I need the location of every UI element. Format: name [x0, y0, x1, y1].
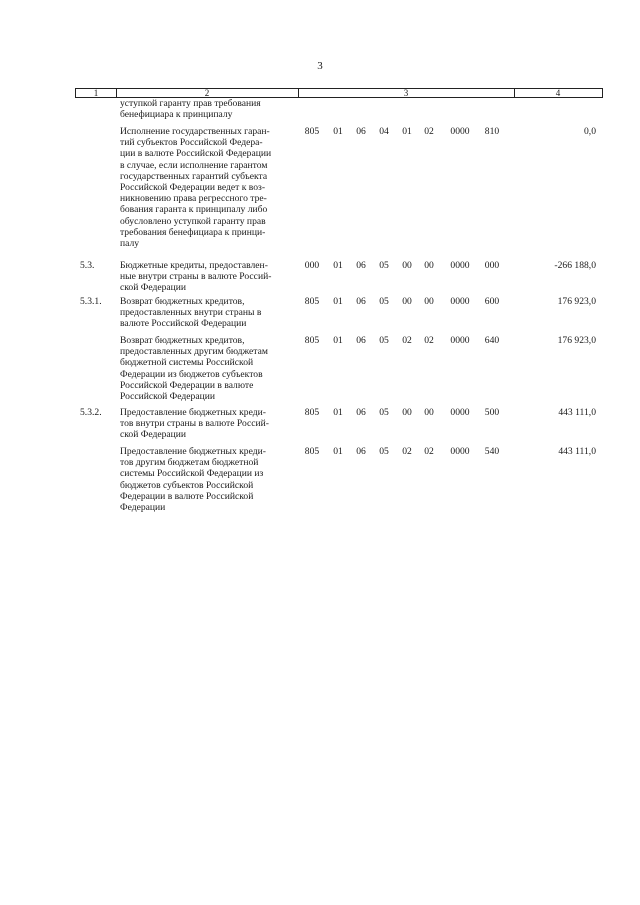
classification-code: 000 [484, 260, 500, 271]
description-line: требования бенефициара к принци- [120, 226, 266, 238]
description-line: валюте Российской Федерации [120, 318, 247, 330]
classification-code: 02 [402, 335, 412, 346]
classification-code: 06 [356, 260, 366, 271]
classification-code: 01 [333, 335, 343, 346]
description-line: ции в валюте Российской Федерации [120, 148, 272, 160]
classification-code: 06 [356, 296, 366, 307]
classification-code: 00 [424, 296, 434, 307]
classification-code: 640 [484, 335, 500, 346]
classification-code: 01 [333, 260, 343, 271]
description-line: Российской Федерации в валюте [120, 379, 254, 391]
classification-code: 01 [333, 446, 343, 457]
classification-code: 00 [424, 260, 434, 271]
classification-code: 00 [424, 407, 434, 418]
description-line: бюджетов субъектов Российской [120, 479, 254, 491]
classification-code: 0000 [450, 126, 470, 137]
row-amount: 443 111,0 [558, 446, 596, 457]
row-number: 5.3.2. [80, 407, 102, 418]
row-amount: 0,0 [584, 126, 596, 137]
table-header-row [75, 88, 603, 98]
classification-code: 05 [379, 260, 389, 271]
classification-code: 0000 [450, 296, 470, 307]
classification-code: 0000 [450, 407, 470, 418]
description-line: тов внутри страны в валюте Россий- [120, 418, 269, 430]
classification-code: 05 [379, 335, 389, 346]
description-line: палу [120, 238, 140, 250]
classification-code: 01 [333, 126, 343, 137]
description-line: в случае, если исполнение гарантом [120, 159, 268, 171]
classification-code: 02 [424, 335, 434, 346]
description-line: системы Российской Федерации из [120, 468, 264, 480]
classification-code: 00 [402, 260, 412, 271]
header-col-4: 4 [555, 88, 561, 98]
description-line: Возврат бюджетных кредитов, [120, 296, 245, 307]
description-line: ской Федерации [120, 429, 187, 441]
classification-code: 600 [484, 296, 500, 307]
row-description [120, 296, 295, 330]
classification-code: 02 [424, 446, 434, 457]
classification-code: 05 [379, 446, 389, 457]
classification-code: 0000 [450, 335, 470, 346]
row-amount: 443 111,0 [558, 407, 596, 418]
classification-code: 05 [379, 407, 389, 418]
row-amount: -266 188,0 [554, 260, 596, 271]
row-description [120, 260, 295, 294]
description-line: тов другим бюджетам бюджетной [120, 457, 259, 469]
classification-code: 000 [304, 260, 320, 271]
description-line: ской Федерации [120, 282, 187, 294]
description-line: тий субъектов Российской Федера- [120, 137, 263, 149]
row-description [120, 98, 295, 120]
classification-code: 00 [402, 407, 412, 418]
description-line: бенефициара к принципалу [120, 109, 233, 121]
row-description [120, 126, 295, 249]
classification-code: 01 [333, 296, 343, 307]
row-description [120, 335, 295, 402]
row-amount: 176 923,0 [557, 335, 596, 346]
description-line: Федерации из бюджетов субъектов [120, 368, 263, 380]
classification-code: 805 [304, 335, 320, 346]
row-amount: 176 923,0 [557, 296, 596, 307]
description-line: Российской Федерации ведет к воз- [120, 182, 266, 194]
classification-code: 500 [484, 407, 500, 418]
classification-code: 805 [304, 126, 320, 137]
classification-code: 01 [333, 407, 343, 418]
classification-code: 805 [304, 296, 320, 307]
description-line: предоставленных другим бюджетам [120, 346, 268, 358]
classification-code: 02 [402, 446, 412, 457]
classification-code: 805 [304, 407, 320, 418]
row-number: 5.3. [80, 260, 95, 271]
header-col-2: 2 [204, 88, 210, 98]
description-line: уступкой гаранту прав требования [120, 98, 261, 109]
description-line: Российской Федерации [120, 391, 215, 403]
classification-code: 06 [356, 446, 366, 457]
classification-code: 06 [356, 407, 366, 418]
row-description [120, 407, 295, 441]
row-number: 5.3.1. [80, 296, 102, 307]
description-line: Предоставление бюджетных креди- [120, 407, 266, 418]
description-line: ные внутри страны в валюте Россий- [120, 271, 272, 283]
classification-code: 0000 [450, 446, 470, 457]
description-line: бования гаранта к принципалу либо [120, 204, 268, 216]
classification-code: 04 [379, 126, 389, 137]
description-line: Возврат бюджетных кредитов, [120, 335, 245, 346]
header-col-3: 3 [403, 88, 409, 98]
classification-code: 00 [402, 296, 412, 307]
row-description [120, 446, 295, 513]
classification-code: 02 [424, 126, 434, 137]
description-line: обусловлено уступкой гаранту прав [120, 215, 266, 227]
description-line: государственных гарантий субъекта [120, 170, 268, 182]
classification-code: 06 [356, 126, 366, 137]
classification-code: 805 [304, 446, 320, 457]
classification-code: 810 [484, 126, 500, 137]
header-col-1: 1 [93, 88, 99, 98]
classification-code: 540 [484, 446, 500, 457]
classification-code: 05 [379, 296, 389, 307]
page-number: 3 [317, 60, 323, 72]
classification-code: 06 [356, 335, 366, 346]
classification-code: 0000 [450, 260, 470, 271]
description-line: Федерации в валюте Российской [120, 490, 254, 502]
description-line: Бюджетные кредиты, предоставлен- [120, 260, 268, 271]
description-line: Федерации [120, 502, 166, 514]
description-line: бюджетной системы Российской [120, 357, 254, 369]
description-line: Исполнение государственных гаран- [120, 126, 270, 137]
classification-code: 01 [402, 126, 412, 137]
description-line: Предоставление бюджетных креди- [120, 446, 266, 457]
description-line: никновению права регрессного тре- [120, 193, 267, 205]
description-line: предоставленных внутри страны в [120, 307, 262, 319]
